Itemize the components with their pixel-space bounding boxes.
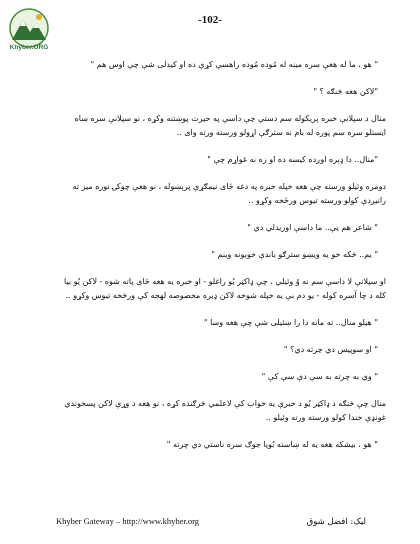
page-footer <box>56 516 366 527</box>
footer-author: لیک: افضل شوق <box>306 517 366 527</box>
paragraph: منال چې څنګه د ډاکټر یُو د خبرې یه خواب کې لاعلمي څرګنده کړه ، نو هغه د وړې لاکن پسخوندي غونډې خندا کولو ورسته ورته وئیلو .. <box>64 399 386 422</box>
paragraph: " شاعر هم یې.. ما داسې اوریدلي دي " <box>247 223 378 232</box>
paragraph: " هو ، بیشکه هغه یه له ښاسته بُویا جوګ سره ناستي دي چرته " <box>166 440 378 449</box>
paragraph: " وي به چرته به سې دې سې کې " <box>261 372 378 381</box>
paragraph: " هیلو منال.. ته مانه دا را ښئیلی شې چې هغه وسا " <box>203 318 378 327</box>
footer-site: Khyber Gateway – http://www.khyber.org <box>56 516 200 526</box>
paragraph: منال د سپلانې خبره پریکوله سم دستې چې داسې په حیرت پوښتنه وکړه ، نو سپلانې سره ساه ایستلو سره سم پوره له بام نه سترګې اړولو ورسته ورته وای .. <box>74 114 386 137</box>
paragraph: " او سوپیس دي چرته دي؟ " <box>283 345 378 354</box>
paragraph: "منال.. دا ډېره اوږده کیسه ده او زه نه غواړم چې " <box>207 155 378 164</box>
paragraph: دومره وئیلو ورسته چې هغه خپله خبره په دغه ځای نیمګړې پرېښوله ، نو هغې چوکۍ نوره میز ته رانیږدې کولو ورسته تیوس ورځخه وکړو .. <box>72 182 386 205</box>
paragraph: او سپلانې لا داسې سم نه وُ وئیلي ، چې ډاکټر یُو راغلو - او خبره یه هغه ځای پاته شوه - لاکن یُو بیا کله د چا آسره کوله - یو دم بې یه خپله شوخه لاکن ډیره مخصوصه لهجه کې ورڅخه تیوس وکړو .. <box>64 277 386 300</box>
page-number: -102- <box>198 14 222 26</box>
page-body <box>58 58 386 465</box>
paragraph: " هو ، ما له هغې سره مینه له مُوده مُوده راهسې کړې ده او کیدلی شې چې اوس هم " <box>90 60 378 69</box>
logo-caption: Khyber.ORG <box>9 44 49 51</box>
paragraph: " یم.. څکه خو یه ویښو سترګو باندې خوبونه وینم " <box>211 250 378 259</box>
paragraph: "لاکن هغه څنګه ؟ " <box>313 87 378 96</box>
